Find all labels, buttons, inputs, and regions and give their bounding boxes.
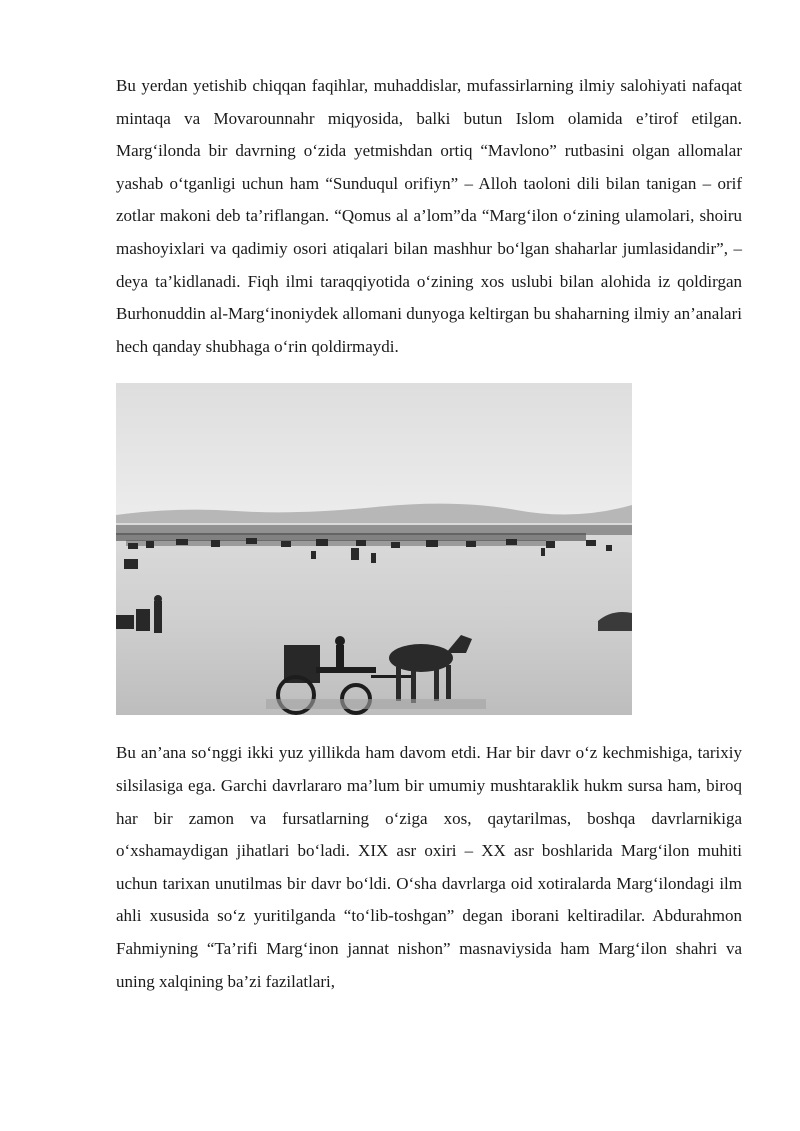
paragraph-1: Bu yerdan yetishib chiqqan faqihlar, muhaddislar, mufassirlarning ilmiy salohiyati nafaqat mintaqa va Movarounnahr miqyosida, balki butun Islom olamida e’tirof etilgan. Marg‘ilonda bir davrning o‘zida yetmishdan ortiq “Mavlono” rutbasini olgan allomalar yashab o‘tganligi uchun ham “Sunduqul orifiyn” – Alloh taoloni dili bilan tanigan – orif zotlar makoni deb ta’riflangan. “Qomus al a’lom”da “Marg‘ilon o‘zining ulamolari, shoiru mashoyixlari va qadimiy osori atiqalari bilan mashhur bo‘lgan shaharlar jumlasidandir”, – deya ta’kidlanadi. Fiqh ilmi taraqqiyotida o‘zining xos uslubi bilan alohida iz qoldirgan Burhonuddin al-Marg‘inoniydek allomani dunyoga keltirgan bu shaharning ilmiy an’analari hech qanday shubhaga o‘rin qoldirmaydi. (116, 76, 742, 356)
document-page (116, 70, 742, 998)
paragraph-2: Bu an’ana so‘nggi ikki yuz yillikda ham davom etdi. Har bir davr o‘z kechmishiga, tarixiy silsilasiga ega. Garchi davrlararo ma’lum bir umumiy mushtaraklik hukm sursa ham, biroq har bir zamon va fursatlarning o‘ziga xos, qaytarilmas, boshqa davrlarnikiga o‘xshamaydigan jihatlari bo‘ladi. XIX asr oxiri – XX asr boshlarida Marg‘ilon muhiti uchun tarixan unutilmas bir davr bo‘ldi. O‘sha davrlarga oid xotiralarda Marg‘ilondagi ilm ahli xususida so‘z yuritilganda “to‘lib-toshgan” degan iborani keltiradilar. Abdurahmon Fahmiyning “Ta’rifi Marg‘inon jannat nishon” masnaviysida ham Marg‘ilon shahri va uning xalqining ba’zi fazilatlari, (116, 743, 742, 991)
historical-photo (116, 383, 632, 715)
